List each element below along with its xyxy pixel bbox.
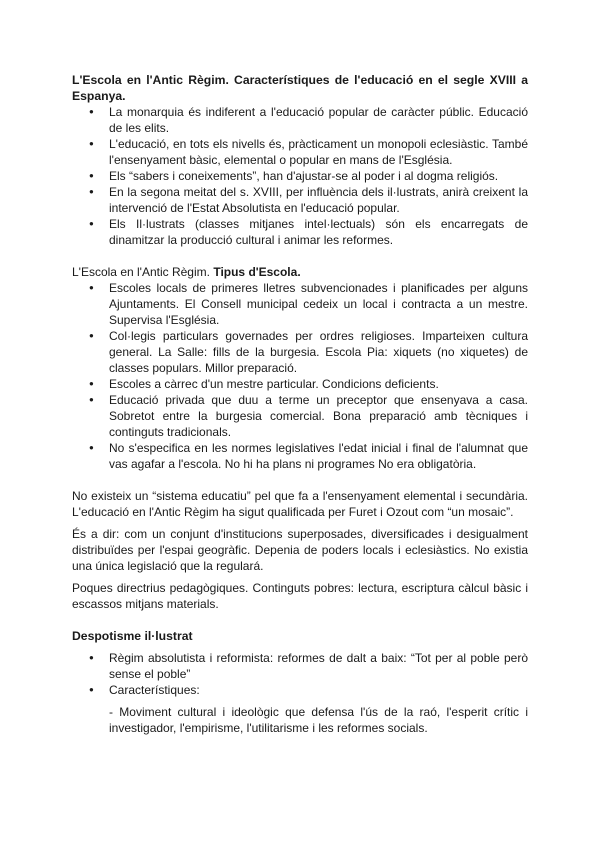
list-item: ● Característiques:	[72, 682, 528, 698]
list-item: ● No s'especifica en les normes legislatives l'edat inicial i final de l'alumnat que vas agafar a l'escola. No hi ha plans ni programes No era obligatòria.	[72, 440, 528, 472]
despotism-list	[72, 650, 528, 698]
section-heading-characteristics: L'Escola en l'Antic Règim. Característiques de l'educació en el segle XVIII a Espanya.	[72, 73, 528, 103]
school-types-list	[72, 280, 528, 472]
list-item: ● La monarquia és indiferent a l'educació popular de caràcter públic. Educació de les elits.	[72, 104, 528, 136]
list-item: ● Educació privada que duu a terme un preceptor que ensenyava a casa. Sobretot entre la burgesia comercial. Bona preparació amb tècniques i continguts tradicionals.	[72, 392, 528, 440]
list-item: ● Col·legis particulars governades per ordres religioses. Imparteixen cultura general. La Salle: fills de la burgesia. Escola Pia: xiquets (no xiquetes) de classes populars. Millor preparació.	[72, 328, 528, 376]
list-item: ● Els Il·lustrats (classes mitjanes intel·lectuals) són els encarregats de dinamitzar la producció cultural i animar les reformes.	[72, 216, 528, 248]
list-item: ● En la segona meitat del s. XVIII, per influència dels il·lustrats, anirà creixent la intervenció de l'Estat Absolutista en l'educació popular.	[72, 184, 528, 216]
characteristics-subline: - Moviment cultural i ideològic que defensa l'ús de la raó, l'esperit crític i investigador, l'empirisme, l'utilitarisme i les reformes socials.	[109, 705, 528, 735]
heading-bold: Tipus d'Escola.	[213, 265, 301, 279]
list-item: ● Escoles a càrrec d'un mestre particular. Condicions deficients.	[72, 376, 528, 392]
document-page	[72, 72, 528, 736]
list-item: ● Els “sabers i coneixements”, han d'ajustar-se al poder i al dogma religiós.	[72, 168, 528, 184]
paragraph-pedagogy: Poques directrius pedagògiques. Continguts pobres: lectura, escriptura càlcul bàsic i escassos mitjans materials.	[72, 581, 528, 611]
paragraph-mosaic: És a dir: com un conjunt d'institucions superposades, diversificades i desigualment distribuïdes per l'espai geogràfic. Depenia de poders locals i eclesiàstics. No existia una única legislació que la regulará.	[72, 527, 528, 573]
heading-prefix: L'Escola en l'Antic Règim.	[72, 265, 210, 279]
section-heading-despotism: Despotisme il·lustrat	[72, 629, 193, 643]
list-item: ● Escoles locals de primeres lletres subvencionades i planificades per alguns Ajuntaments. El Consell municipal cedeix un local i contracta a un mestre. Supervisa l'Església.	[72, 280, 528, 328]
list-item: ● Règim absolutista i reformista: reformes de dalt a baix: “Tot per al poble però sense el poble”	[72, 650, 528, 682]
characteristics-list	[72, 104, 528, 248]
list-item: ● L'educació, en tots els nivells és, pràcticament un monopoli eclesiàstic. També l'ensenyament bàsic, elemental o popular en mans de l'Església.	[72, 136, 528, 168]
section-heading-school-types	[72, 264, 528, 280]
paragraph-no-system: No existeix un “sistema educatiu” pel que fa a l'ensenyament elemental i secundària. L'educació en l'Antic Règim ha sigut qualificada per Furet i Ozout com “un mosaic”.	[72, 489, 528, 519]
